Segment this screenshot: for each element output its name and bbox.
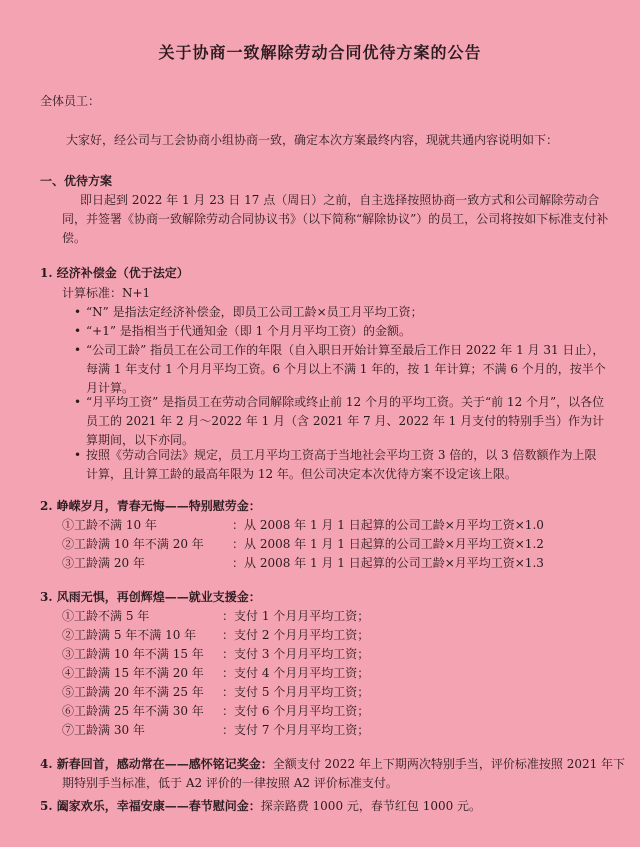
item3-tier-6 [62,702,369,721]
item3-tier-3 [62,645,369,664]
item2-tier-3 [62,554,544,573]
tier-name: ⑥工龄满 25 年不满 30 年 [62,704,204,718]
tier-name: ⑦工龄满 30 年 [62,723,145,737]
tier-value: ：支付 6 个月月平均工资； [222,704,370,718]
tier-value: ：支付 1 个月月平均工资； [222,609,370,623]
item5-text: 探亲路费 1000 元，春节红包 1000 元。 [260,799,482,813]
item4 [40,755,634,793]
tier-value: ：支付 5 个月月平均工资； [222,685,370,699]
item1-heading: 1. 经济补偿金（优于法定） [40,266,189,280]
tier-value: ：从 2008 年 1 月 1 日起算的公司工龄×月平均工资×1.2 [232,537,544,551]
item1-formula: 计算标准：N+1 [62,286,151,300]
item2-heading: 2. 峥嵘岁月，青春无悔——特别慰劳金： [40,499,261,513]
section1-heading: 一、优待方案 [40,174,113,188]
tier-name: ②工龄满 10 年不满 20 年 [62,537,204,551]
tier-name: ③工龄满 10 年不满 15 年 [62,647,204,661]
item4-text: 全额支付 2022 年上下期两次特别手当，评价标准按照 2021 年下期特别手当标准，低于 A2 评价的一律按照 A2 评价标准支付。 [62,757,626,790]
tier-name: ③工龄满 20 年 [62,556,145,570]
tier-value: ：支付 7 个月月平均工资； [222,723,370,737]
item1-bullet-3: • “公司工龄” 指员工在公司工作的年限（自入职日开始计算至最后工作日 2022 年 1 月 31 日止），每满 1 年支付 1 个月月平均工资。6 个月以上不满 1 年的，按 1 年计算；不满 6 个月的，按半个月计算。 [86,341,606,398]
tier-value: ：从 2008 年 1 月 1 日起算的公司工龄×月平均工资×1.0 [232,518,544,532]
tier-value: ：支付 4 个月月平均工资； [222,666,370,680]
item2-tier-2 [62,535,544,554]
tier-name: ①工龄不满 5 年 [62,609,150,623]
intro-paragraph: 大家好，经公司与工会协商小组协商一致，确定本次方案最终内容，现就共通内容说明如下： [66,133,559,147]
item5 [40,797,481,816]
item4-heading: 4. 新春回首，感动常在——感怀铭记奖金： [40,757,273,771]
tier-value: ：支付 2 个月月平均工资； [222,628,370,642]
item5-heading: 5. 阖家欢乐，幸福安康——春节慰问金： [40,799,261,813]
item1-bullet-2: • “+1” 是指相当于代通知金（即 1 个月月平均工资）的金额。 [86,322,606,341]
item2-tier-1 [62,516,544,535]
tier-name: ②工龄满 5 年不满 10 年 [62,628,197,642]
item1-bullet-1: • “N” 是指法定经济补偿金，即员工公司工龄×员工月平均工资； [86,303,606,322]
section1-paragraph: 即日起到 2022 年 1 月 23 日 17 点（周日）之前，自主选择按照协商一致方式和公司解除劳动合同，并签署《协商一致解除劳动合同协议书》（以下简称“解除协议”）的员工，公司将按如下标准支付补偿。 [62,193,609,245]
item1-bullet-5: • 按照《劳动合同法》规定，员工月平均工资高于当地社会平均工资 3 倍的，以 3 倍数额作为上限计算，且计算工龄的最高年限为 12 年。但公司决定本次优待方案不设定该上限。 [86,446,606,484]
item3-tier-2 [62,626,369,645]
tier-value: ：支付 3 个月月平均工资； [222,647,370,661]
tier-value: ：从 2008 年 1 月 1 日起算的公司工龄×月平均工资×1.3 [232,556,544,570]
salutation: 全体员工： [40,94,101,108]
item3-heading: 3. 风雨无惧，再创辉煌——就业支援金： [40,590,261,604]
tier-name: ④工龄满 15 年不满 20 年 [62,666,204,680]
item3-tier-1 [62,607,369,626]
tier-name: ⑤工龄满 20 年不满 25 年 [62,685,204,699]
tier-name: ①工龄不满 10 年 [62,518,157,532]
notice-title: 关于协商一致解除劳动合同优待方案的公告 [158,43,482,62]
item1-bullet-4: • “月平均工资” 是指员工在劳动合同解除或终止前 12 个月的平均工资。关于“前 12 个月”，以各位员工的 2021 年 2 月～2022 年 1 月（含 2021 年 7 月、2022 年 1 月支付的特别手当）作为计算期间，以下亦同。 [86,393,606,450]
item3-tier-4 [62,664,369,683]
item3-tier-5 [62,683,369,702]
item3-tier-7 [62,721,369,740]
